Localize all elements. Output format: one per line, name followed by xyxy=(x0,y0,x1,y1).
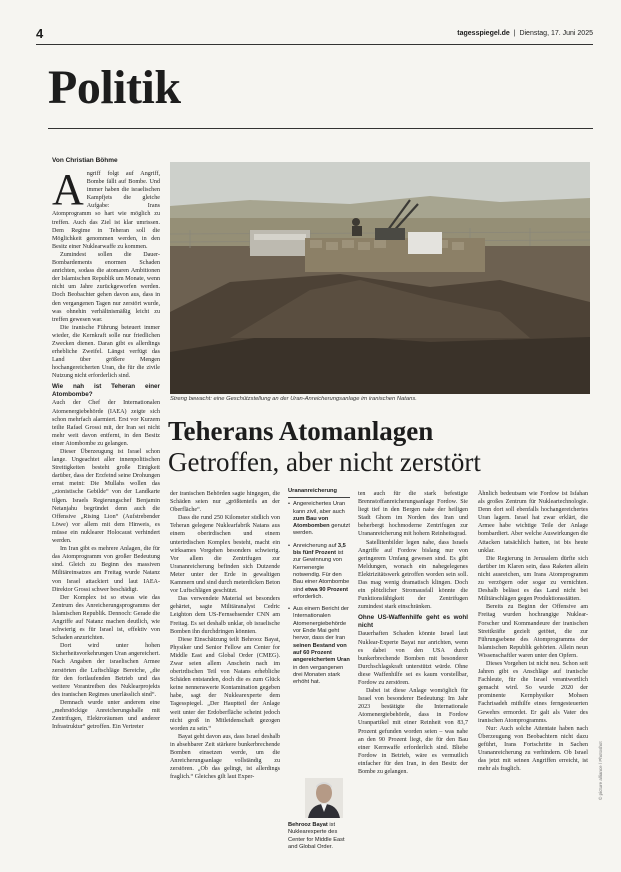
portrait-photo xyxy=(305,778,343,818)
info-box xyxy=(288,488,350,691)
article-column-2 xyxy=(170,490,280,862)
info-box-item: • Aus einem Bericht der Internationalen Atomenergiebehörde vor Ende Mai geht hervor, dass der Iran seinen Bestand von auf 60 Prozent angereichertem Uran in den vergangenen drei Monaten stark erhöht hat. xyxy=(288,606,350,686)
article-photo xyxy=(170,162,590,394)
paragraph: Auch der Chef der Internationalen Atomenergiebehörde (IAEA) zeigte sich schon mehrfach alarmiert. Erst vor Kurzem teilte Rafael Grossi mit, der Iran sei nicht mehr weit davon entfernt, in den Besitz einer Atombombe zu gelangen. xyxy=(52,400,160,447)
top-rule xyxy=(36,44,593,45)
section-rule xyxy=(48,128,593,129)
portrait-illustration xyxy=(305,778,343,818)
section-title: Politik xyxy=(48,61,181,114)
portrait-caption xyxy=(288,822,350,851)
author-line: Von Christian Böhme xyxy=(52,157,118,164)
page-number: 4 xyxy=(36,26,44,41)
masthead-separator: | xyxy=(511,30,518,37)
paragraph: Die iranische Führung beteuert immer wieder, die Kernkraft solle nur friedlichen Zwecken dienen. Daran gibt es allerdings erhebliche Zweifel. Längst verfügt das Land über größere Mengen hochangereicherten Uran, die für die zivile Nutzung nicht erforderlich sind. xyxy=(52,324,160,380)
article-column-3 xyxy=(358,490,468,862)
paragraph: Dabei ist diese Anlage womöglich für Israel von besonderer Bedeutung: Im Jahr 2023 bestätigte die Internationale Atomenergiebehörde, dass in Fordow Uranpartikel mit einer Reinheit von 83,7 Prozent gefunden worden seien – was nahe an den 90 Prozent liegt, die für den Bau einer Kernwaffe erforderlich sind. Bliebe Fordow in Betrieb, wäre es vermutlich einfacher für den Iran, in den Besitz der Bombe zu gelangen. xyxy=(358,688,468,775)
paragraph: Dieses Vorgehen ist nicht neu. Schon seit Jahren gibt es Anschläge auf iranische Fachleute, für die Israel verantwortlich gemacht wird. So wurde 2020 der prominente Kernphysiker Mohsen Fachrisadeh mithilfe eines ferngesteuerten Gewehrs ermordet. Er galt als Vater des iranischen Atomprogramms. xyxy=(478,660,588,724)
photo-credit: © picture alliance / Photoshot xyxy=(598,741,603,800)
dropcap: A xyxy=(52,170,84,214)
paragraph: Satellitenbilder legen nahe, dass Israels Angriffe auf Fordow bislang nur von geringerem Umfang gewesen sind. Es gibt Meldungen, wonach ein nahegelegenes Elektrizitätswerk getroffen worden sein soll. Das mag wenig dramatisch klingen. Doch ein plötzlicher Stromausfall könnte die Funktionsfähigkeit der Zentrifugen zumindest stark einschränken. xyxy=(358,539,468,611)
photo-illustration xyxy=(170,162,590,394)
portrait-description: ist Nuklearexperte des Center for Middle East and Global Order. xyxy=(288,822,345,850)
paragraph: der iranischen Behörden sagte hingegen, die Schäden seien nur „größtenteils an der Oberfläche“. xyxy=(170,491,280,514)
subhead-us-waffenhilfe: Ohne US-Waffenhilfe geht es wohl nicht xyxy=(358,614,468,630)
paragraph: Bayat geht davon aus, dass Israel deshalb in absehbarer Zeit stärkere bunkerbrechende Bomben einsetzen werde, um die Anreicherungsanlage vollständig zu zerstören. „Ob das gelingt, ist allerdings fraglich.“ Gleiches gilt laut Exper- xyxy=(170,733,280,781)
paragraph: Die Regierung in Jerusalem dürfte sich darüber im Klaren sein, dass Raketen allein nicht ausreichen, um Irans Atomprogramm zu verzögern oder sogar zu vernichten. Deshalb belässt es das Land nicht bei Militärschlägen gegen Produktionsstätten. xyxy=(478,555,588,603)
paragraph: Dass die rund 250 Kilometer südlich von Teheran gelegene Nuklearfabrik Natans aus einem oberirdischen und einem unterirdischen Komplex besteht, macht ein wirksames Vorgehen besonders schwierig. Vor allem die Zentrifugen zur Urananreicherung befinden sich Dutzende Meter unter der Erde in gewaltigen Kammern und sind durch meterdicken Beton vor Luftschlägen geschützt. xyxy=(170,515,280,595)
info-box-item: • Angereichertes Uran kann zivil, aber auch zum Bau von Atombomben genutzt werden. xyxy=(288,501,350,537)
paragraph: Im Iran gibt es mehrere Anlagen, die für das Atomprogramm von großer Bedeutung sind. Gleich zu Beginn des massiven Militäreinsatzes am Freitag wurde Natanz von Israel attackiert und laut IAEA-Direktor Grossi schwer beschädigt. xyxy=(52,546,160,593)
paragraph: Zumindest sollen die Dauer-Bombardements enormen Schaden anrichten, sodass die atomaren Ambitionen der Islamischen Republik um Monate, wenn nicht um Jahre zurückgeworfen werden. Doch Beobachter gehen davon aus, dass in den vergangenen Tagen nur zerstört wurde, was ohnehin verhältnismäßig leicht zu treffen gewesen war. xyxy=(52,251,160,323)
paragraph: Diese Einschätzung teilt Behrooz Bayat, Physiker und Senior Fellow am Center for Middle East and Global Order (CMEG). Zwar seien allem Anschein nach im oberirdischen Teil von Natans erhebliche Schäden entstanden, doch die es zum Glück keine nennenswerte Kontamination gegeben habe, sagt der Nuklearexperte dem Tagesspiegel. „Der Hauptteil der Anlage weit unter der Erdoberfläche scheint jedoch nicht groß in Mitleidenschaft gezogen worden zu sein.“ xyxy=(170,636,280,732)
portrait-name: Behrooz Bayat xyxy=(288,822,328,828)
subhead-atombombe: Wie nah ist Teheran einer Atombombe? xyxy=(52,383,160,399)
article-subheadline: Getroffen, aber nicht zerstört xyxy=(168,447,481,477)
paragraph: Der Komplex ist so etwas wie das Zentrum des Anreicherungsprogramms der Islamischen Republik. Dennoch: Gerade die Angriffe auf Natanz machen deutlich, wie schwierig es für Israel ist, effektiv von Schaden anzurichten. xyxy=(52,594,160,642)
lead-text: ngriff folgt auf Angriff, Bombe fällt auf Bombe. Und immer haben die israelischen Kampfjets die gleiche Aufgabe: Irans Atomprogramm so hart wie möglich zu treffen. Auch das Ziel ist klar umrissen. Dem Regime in Teheran soll die Möglichkeit genommen werden, in den Besitz einer Nuklearwaffe zu kommen. xyxy=(52,171,160,250)
paragraph: Bereits zu Beginn der Offensive am Freitag wurden hochrangige Nuklear-Forscher und Kommandeure der iranischen Streitkräfte gezielt getötet, die zur Führungsebene des Atomprogramms der Islamischen Republik gehörten. Allein neun Wissenschaftler waren unter den Opfern. xyxy=(478,604,588,659)
article-column-4 xyxy=(478,490,588,862)
paragraph: Dort wird unter hohen Sicherheitsvorkehrungen Uran angereichert. Nach Angaben der israelischen Armee zerstörten die Luftschläge Bereiche, „die für den fortlaufenden Betrieb und das weitere Vorantreiben des Nuklearprojekts des iranischen Regimes unerlässlich sind“. xyxy=(52,643,160,698)
paragraph: ten auch für die stark befestigte Brennstoffanreicherungsanlage Fordow. Sie liegt tief in den Bergen nahe der heiligen Stadt Ghom im Norden des Iran und beherbergt hochmoderne Zentrifugen zur Urananreicherung mit hohem Reinheitsgrad. xyxy=(358,491,468,538)
article-column-1 xyxy=(52,170,160,860)
paragraph: Dauerhaften Schaden könnte Israel laut Nuklear-Experte Bayat nur anrichten, wenn es dabei von den USA durch bunkerbrechende Bomben mit besonderer Durchschlagskraft unterstützt würde. Ohne diese Waffenhilfe sei es kaum vorstellbar, Fordow zu zerstören. xyxy=(358,631,468,686)
masthead xyxy=(457,30,593,37)
paragraph: Das verwendete Material sei besonders gehärtet, sagte Militäranalyst Cedric Leighton dem US-Fernsehsender CNN am Freitag. Es sei deshalb unklar, ob israelische Bomben ihn durchdringen könnten. xyxy=(170,596,280,635)
info-box-title: Urananreicherung xyxy=(288,488,350,498)
lead-paragraph xyxy=(52,170,160,251)
paragraph: Ähnlich bedeutsam wie Fordow ist Isfahan als großes Zentrum für Nukleartechnologie. Denn dort soll ebenfalls hochangereichertes Uran lagern. Israel hat zwar erklärt, die Armee habe wichtige Teile der Anlage bombardiert. Aber welche Auswirkungen die Attacken tatsächlich hatten, ist bis heute unklar. xyxy=(478,491,588,554)
article-headline: Teherans Atomanlagen xyxy=(168,416,434,446)
photo-caption: Streng bewacht: eine Geschützstellung an der Uran-Anreicherungsanlage im iranischen Natans. xyxy=(170,396,417,402)
paragraph: Dieser Überzeugung ist Israel schon lange. Ungeachtet aller innenpolitischen Streitigkeiten besteht große Einigkeit darüber, dass der Erzfeind seine Drohungen ernst meint: Die Mullahs wollen das „zionistische Gebilde“ von der Landkarte tilgen. Israels Regierungschef Benjamin Netanjahu begründet denn auch die Offensive „Rising Lion“ (Aufstrebender Löwe) vor allem mit dem Hinweis, es müsse ein nuklearer Holocaust verhindert werden. xyxy=(52,449,160,545)
paragraph: Demnach wurde unter anderem eine „mehrstöckige Anreicherungshalle mit Zentrifugen, Elektroräumen und anderer Infrastruktur“ getroffen. Ein Vertreter xyxy=(52,699,160,731)
paragraph: Nur: Auch solche Attentate haben nach Überzeugung von Beobachtern nicht dazu geführt, Irans Fortschritte in Sachen Urananreicherung zu verhindern. Ob Israel das jetzt mit seinen Angriffen erreicht, ist mehr als fraglich. xyxy=(478,725,588,773)
masthead-site: tagesspiegel.de xyxy=(457,30,510,37)
info-box-list xyxy=(288,501,350,686)
masthead-date: Dienstag, 17. Juni 2025 xyxy=(519,30,593,37)
info-box-item: • Anreicherung auf 3,5 bis fünf Prozent ist zur Gewinnung von Kernenergie notwendig. Für den Bau einer Atombombe sind etwa 90 Prozent erforderlich. xyxy=(288,543,350,601)
